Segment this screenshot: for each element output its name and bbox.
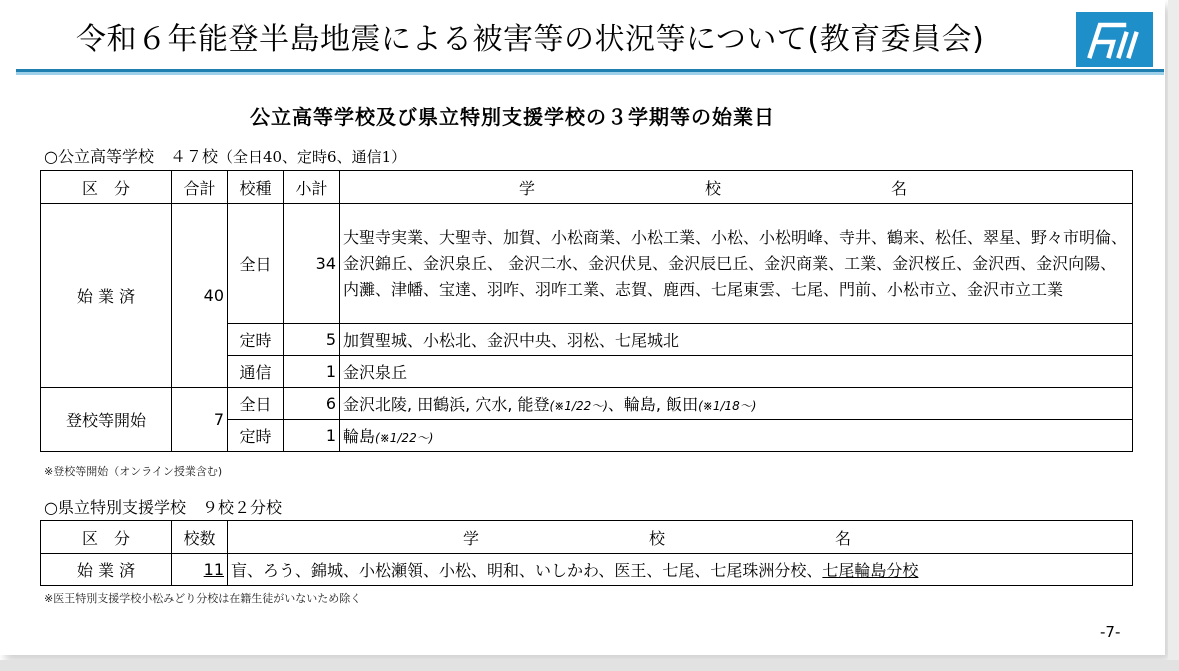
col-school-names: 学 校 名 <box>340 171 1133 204</box>
special-names-main: 盲、ろう、錦城、小松瀬領、小松、明和、いしかわ、医王、七尾、七尾珠洲分校、 <box>231 561 823 580</box>
title-underline-light <box>16 72 1164 75</box>
col-count: 校数 <box>172 521 228 554</box>
type-tsushin: 通信 <box>228 356 284 388</box>
table-row <box>41 204 1133 324</box>
type-zennichi-attendance: 全日 <box>228 388 284 420</box>
row-label-started: 始 業 済 <box>41 204 172 388</box>
type-teiji: 定時 <box>228 324 284 356</box>
row-label-started: 始 業 済 <box>41 554 172 586</box>
col-school-names: 学 校 名 <box>228 521 1133 554</box>
row-label-attendance-start: 登校等開始 <box>41 388 172 452</box>
note-teiji-attendance: (※1/22～) <box>375 431 434 445</box>
special-school-footnote: ※医王特別支援学校小松みどり分校は在籍生徒がいないため除く <box>44 592 362 605</box>
note-zennichi-attendance-b: (※1/18～) <box>698 399 757 413</box>
count-teiji-attendance: 1 <box>284 420 340 452</box>
col-subtotal: 小計 <box>284 171 340 204</box>
count-zennichi: 34 <box>284 204 340 324</box>
col-category: 区 分 <box>41 171 172 204</box>
right-edge-shadow <box>1168 0 1179 671</box>
names-zennichi: 大聖寺実業、大聖寺、加賀、小松商業、小松工業、小松、小松明峰、寺井、鶴来、松任、翠星、野々市明倫、金沢錦丘、金沢泉丘、 金沢二水、金沢伏見、金沢辰巳丘、金沢商業、工業、金沢桜丘、金沢西、金沢向陽、内灘、津幡、宝達、羽咋、羽咋工業、志賀、鹿西、七尾東雲、七尾、門前、小松市立、金沢市立工業 <box>340 204 1133 324</box>
ishikawa-emblem-icon <box>1076 12 1153 67</box>
high-school-heading <box>44 146 406 168</box>
attendance-start-total: 7 <box>172 388 228 452</box>
col-category: 区 分 <box>41 521 172 554</box>
high-school-heading-note: （全日40、定時6、通信1） <box>217 148 407 166</box>
page-title: 令和６年能登半島地震による被害等の状況等について(教育委員会) <box>76 22 985 57</box>
special-names-underlined: 七尾輪島分校 <box>822 561 919 580</box>
names-teiji-attendance-text: 輪島 <box>343 427 376 446</box>
names-zennichi-attendance <box>340 388 1133 420</box>
bottom-edge-shadow <box>0 660 1179 671</box>
table-header-row <box>41 171 1133 204</box>
special-school-heading: ○県立特別支援学校 ９校２分校 <box>44 498 282 517</box>
type-zennichi: 全日 <box>228 204 284 324</box>
high-school-footnote: ※登校等開始（オンライン授業含む) <box>44 465 223 478</box>
col-type: 校種 <box>228 171 284 204</box>
section-subtitle: 公立高等学校及び県立特別支援学校の３学期等の始業日 <box>250 105 775 129</box>
table-row <box>41 554 1133 586</box>
type-teiji-attendance: 定時 <box>228 420 284 452</box>
started-total: 40 <box>172 204 228 388</box>
special-started-count: 11 <box>172 554 228 586</box>
special-school-names <box>228 554 1133 586</box>
count-teiji: 5 <box>284 324 340 356</box>
col-total: 合計 <box>172 171 228 204</box>
note-zennichi-attendance-a: (※1/22～) <box>549 399 608 413</box>
names-tsushin: 金沢泉丘 <box>340 356 1133 388</box>
count-tsushin: 1 <box>284 356 340 388</box>
count-zennichi-attendance: 6 <box>284 388 340 420</box>
names-teiji: 加賀聖城、小松北、金沢中央、羽松、七尾城北 <box>340 324 1133 356</box>
names-zennichi-attendance-b: 、輪島, 飯田 <box>607 395 699 414</box>
names-teiji-attendance <box>340 420 1133 452</box>
table-header-row <box>41 521 1133 554</box>
page-number: -7- <box>1100 623 1121 641</box>
special-school-table <box>40 520 1133 586</box>
high-school-table <box>40 170 1133 452</box>
table-row <box>41 388 1133 420</box>
high-school-heading-text: ○公立高等学校 ４７校 <box>44 147 218 166</box>
names-zennichi-attendance-a: 金沢北陵, 田鶴浜, 穴水, 能登 <box>343 395 550 414</box>
